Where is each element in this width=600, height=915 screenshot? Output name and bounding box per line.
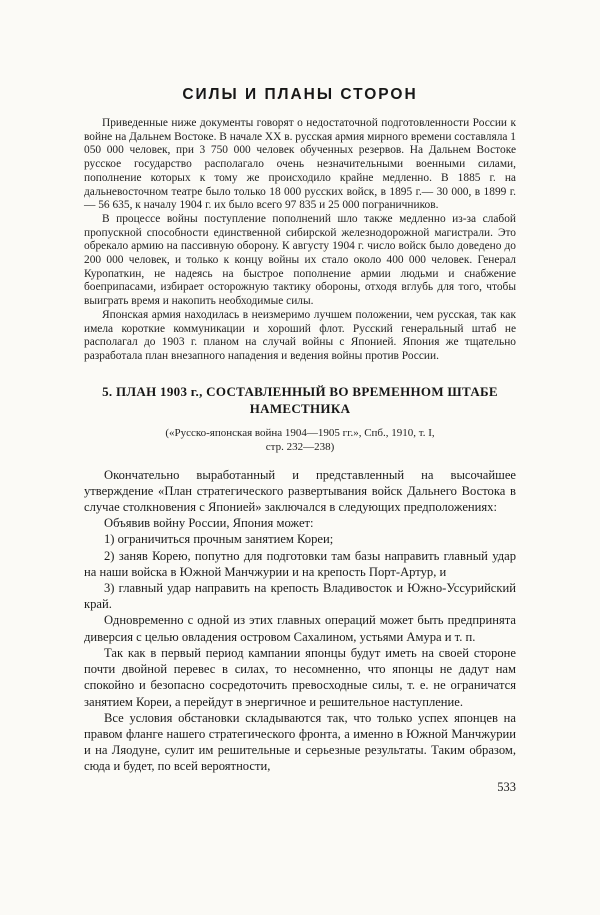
body-paragraph: Так как в первый период кампании японцы будут иметь на своей стороне почти двойной перевес в силах, то несомненно, что японцы не дадут нам спокойно и безопасно сосредоточить превосходные силы, т. е. не ограничатся занятием Кореи, а перейдут в энергичное и решительное наступление. bbox=[84, 645, 516, 709]
body-paragraph: 1) ограничиться прочным занятием Кореи; bbox=[104, 532, 334, 547]
body-section bbox=[84, 467, 516, 775]
body-paragraph: Все условия обстановки складываются так, что только успех японцев на правом фланге нашего стратегического фронта, а именно в Южной Манчжурии и на Ляодуне, сулит им решительные и серьезные результаты. Таким образом, сюда и будет, по всей вероятности, bbox=[84, 710, 516, 774]
body-paragraph: Окончательно выработанный и представленный на высочайшее утверждение «План стратегического развертывания войск Дальнего Востока в случае столкновения с Японией» заключался в следующих предположениях: bbox=[84, 467, 516, 515]
page-number: 533 bbox=[497, 779, 516, 794]
body-paragraph: 3) главный удар направить на крепость Владивосток и Южно-Уссурийский край. bbox=[84, 581, 516, 612]
body-paragraph: Одновременно с одной из этих главных операций может быть предпринята диверсия с целью овладения островом Сахалином, устьями Амура и т. п. bbox=[84, 613, 516, 644]
body-paragraph: 2) заняв Корею, попутно для подготовки там базы направить главный удар на наши войска в Южной Манчжурии и на крепость Порт-Артур, и bbox=[84, 548, 516, 579]
intro-paragraph: В процессе войны поступление пополнений шло также медленно из-за слабой пропускной способности единственной сибирской железнодорожной магистрали. Это обрекало армию на пассивную оборону. К августу 1904 г. число войск было доведено до 200 000 человек, и только к концу войны их стало около 400 000 человек. Генерал Куропаткин, не надеясь на быстрое пополнение армии людьми и снабжение боеприпасами, избирает осторожную тактику обороны, отходя вглубь для того, чтобы выиграть время и накопить необходимые силы. bbox=[84, 212, 516, 308]
source-citation bbox=[84, 426, 516, 454]
intro-section bbox=[84, 117, 516, 364]
source-citation-line: («Русско-японская война 1904—1905 гг.», Спб., 1910, т. I, bbox=[165, 426, 435, 439]
intro-paragraph: Приведенные ниже документы говорят о недостаточной подготовленности России к войне на Дальнем Востоке. В начале XX в. русская армия мирного времени составляла 1 050 000 человек, при 3 750 000 человек обученных резервов. На Дальнем Востоке русское государство располагало очень незначительными военными силами, пополнение которых к тому же происходило крайне медленно. В 1885 г. на дальневосточном театре было только 18 000 русских войск, в 1895 г.— 30 000, в 1899 г.— 56 635, к началу 1904 г. их было всего 97 835 и 25 000 пограничников. bbox=[84, 117, 516, 212]
document-title: СИЛЫ И ПЛАНЫ СТОРОН bbox=[182, 86, 418, 103]
body-paragraph: Объявив войну России, Япония может: bbox=[104, 516, 314, 531]
source-citation-line: стр. 232—238) bbox=[265, 440, 335, 453]
intro-paragraph: Японская армия находилась в неизмеримо лучшем положении, чем русская, так как имела короткие коммуникации и хороший флот. Русский генеральный штаб не располагал до 1903 г. планом на случай войны с Японией. Япония же тщательно разработала план внезапного нападения и ведения войны против России. bbox=[84, 308, 516, 362]
section-heading: 5. ПЛАН 1903 г., СОСТАВЛЕННЫЙ ВО ВРЕМЕННОМ ШТАБЕ НАМЕСТНИКА bbox=[102, 383, 498, 416]
